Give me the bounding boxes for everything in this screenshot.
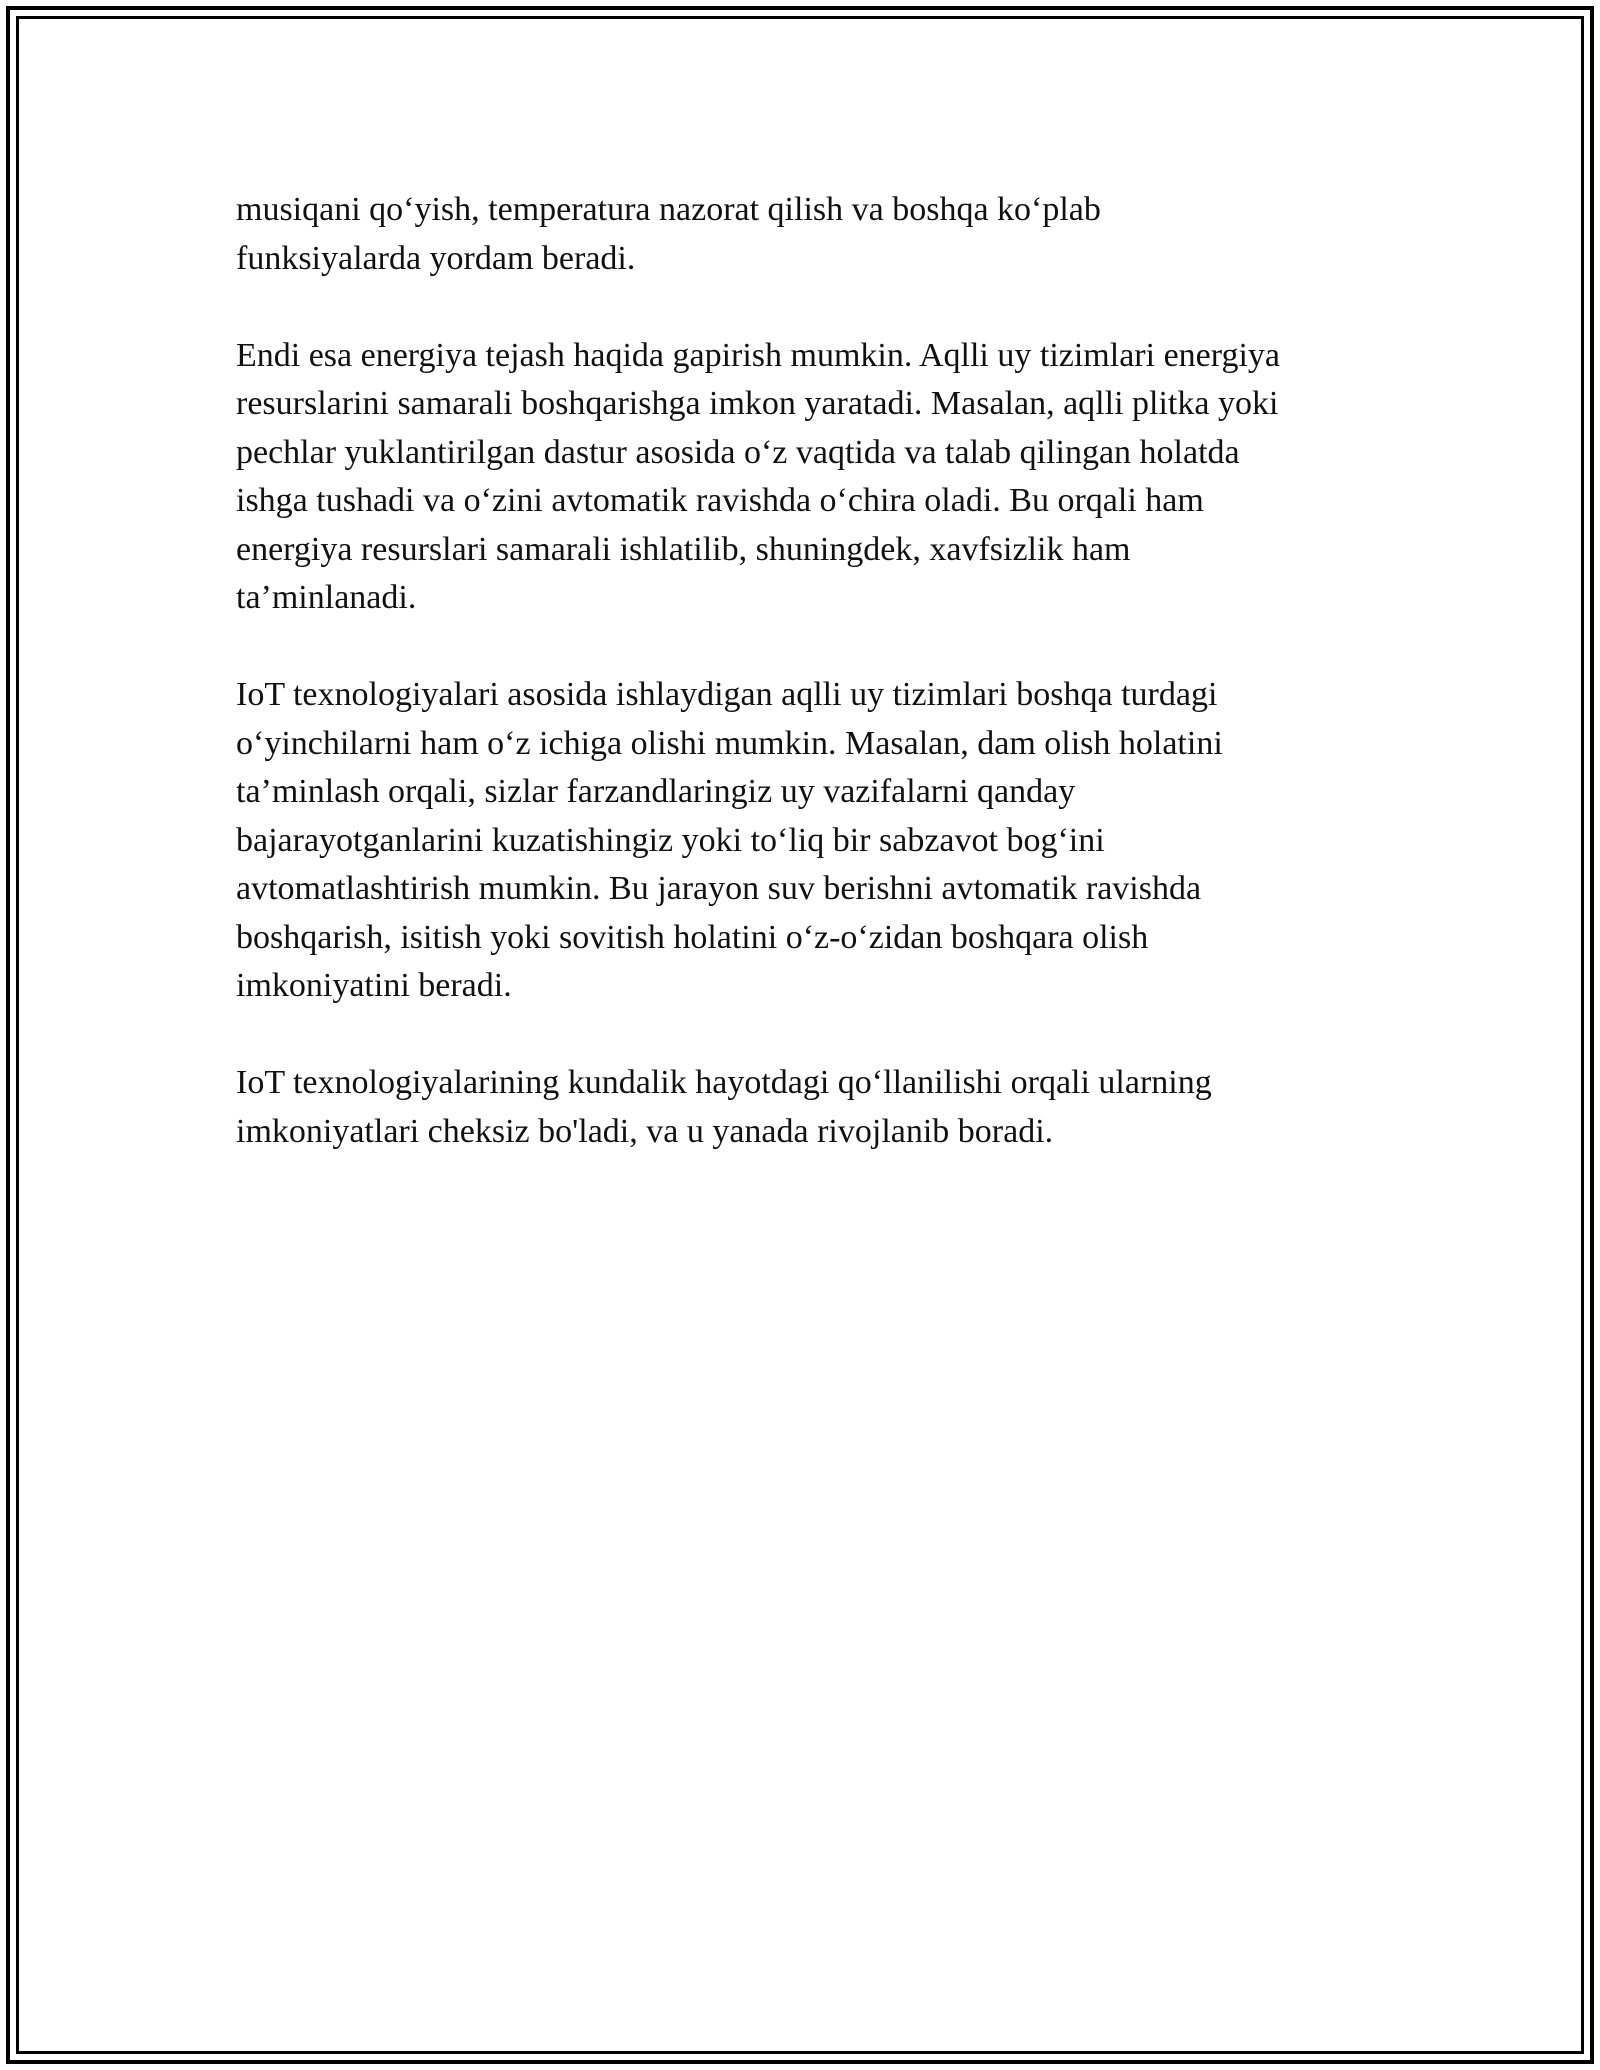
paragraph-2: Endi esa energiya tejash haqida gapirish mumkin. Aqlli uy tizimlari energiya resurslarini samarali boshqarishga imkon yaratadi. Masalan, aqlli plitka yoki pechlar yuklantirilgan dastur asosida o‘z vaqtida va talab qilingan holatda ishga tushadi va o‘zini avtomatik ravishda o‘chira oladi. Bu orqali ham energiya resurslari samarali ishlatilib, shuningdek, xavfsizlik ham ta’minlanadi. [236,336,1280,616]
paragraph-3: IoT texnologiyalari asosida ishlaydigan aqlli uy tizimlari boshqa turdagi o‘yinchilarni ham o‘z ichiga olishi mumkin. Masalan, dam olish holatini ta’minlash orqali, sizlar farzandlaringiz uy vazifalarni qanday bajarayotganlarini kuzatishingiz yoki to‘liq bir sabzavot bog‘ini avtomatlashtirish mumkin. Bu jarayon suv berishni avtomatik ravishda boshqarish, isitish yoki sovitish holatini o‘z-o‘zidan boshqara olish imkoniyatini beradi. [236,676,1223,1004]
paragraph-1: musiqani qo‘yish, temperatura nazorat qilish va boshqa ko‘plab funksiyalarda yordam beradi. [236,191,1101,277]
document-body [236,186,1396,1205]
paragraph-4: IoT texnologiyalarining kundalik hayotdagi qo‘llanilishi orqali ularning imkoniyatlari cheksiz bo'ladi, va u yanada rivojlanib boradi. [236,1064,1212,1150]
